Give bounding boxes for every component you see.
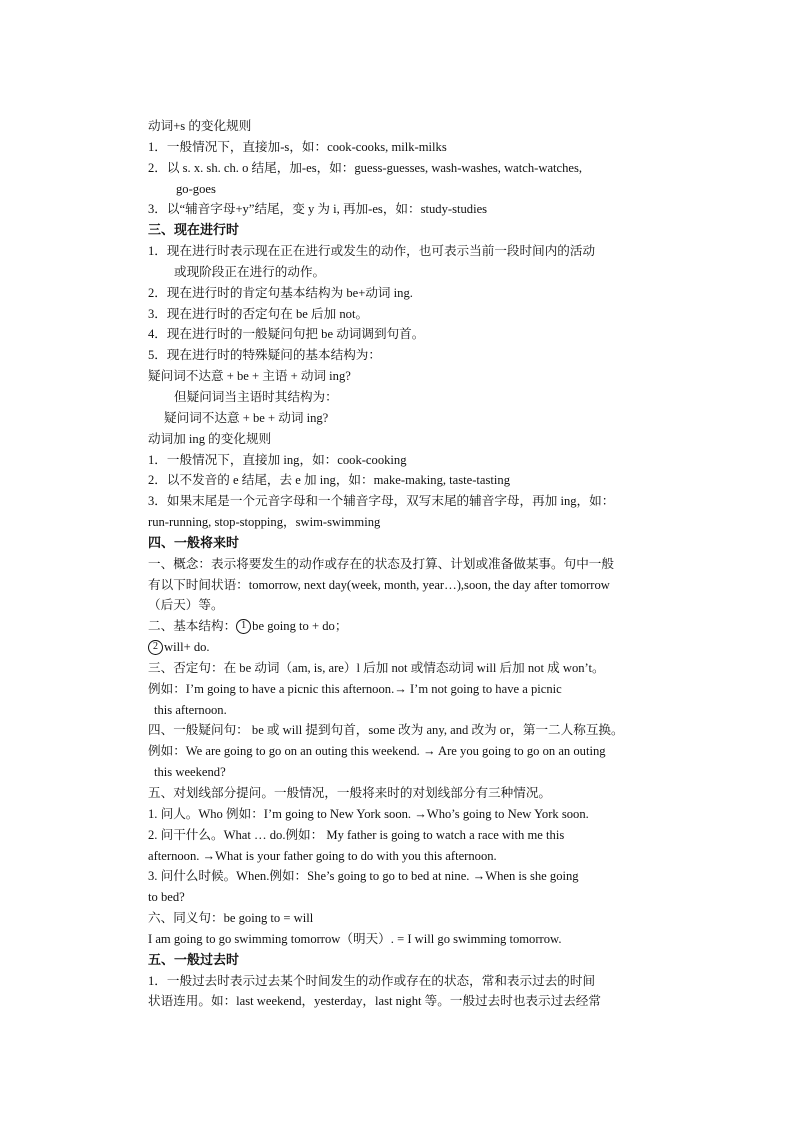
- text-line: go-goes: [176, 181, 216, 196]
- text-line: 疑问词不达意 + be + 主语 + 动词 ing?: [148, 369, 351, 384]
- text-line: I am going to go swimming tomorrow（明天）. = I will go swimming tomorrow.: [148, 931, 562, 946]
- text-line: 1．一般情况下，直接加 ing，如：cook-cooking: [148, 452, 407, 467]
- section-heading: 三、现在进行时: [148, 222, 240, 238]
- text-fragment: be going to + do；: [252, 619, 348, 634]
- text-line: 三、否定句：在 be 动词（am, is, are）l 后加 not 或情态动词 will 后加 not 成 won’t。: [148, 660, 605, 675]
- text-fragment: 二、基本结构：: [148, 619, 237, 634]
- text-line: 2．现在进行时的肯定句基本结构为 be+动词 ing.: [148, 285, 413, 300]
- text-line: 有以下时间状语：tomorrow, next day(week, month, year…),soon, the day after tomorrow: [148, 577, 610, 592]
- text-line: 例如：I’m going to have a picnic this afternoon.→ I’m not going to have a picnic: [148, 681, 562, 696]
- text-line: to bed?: [148, 890, 185, 905]
- text-line: 5．现在进行时的特殊疑问的基本结构为：: [148, 348, 381, 363]
- text-line: afternoon. →What is your father going to do with you this afternoon.: [148, 848, 497, 863]
- circled-number-one: 1: [236, 619, 251, 634]
- text-line: 例如：We are going to go on an outing this weekend. → Are you going to go on an outing: [148, 744, 606, 759]
- text-fragment: will+ do.: [164, 640, 210, 655]
- text-line: 疑问词不达意 + be + 动词 ing?: [164, 410, 329, 425]
- text-line: 状语连用。如：last weekend，yesterday，last night 等。一般过去时也表示过去经常: [148, 994, 601, 1009]
- text-line: 动词加 ing 的变化规则: [148, 431, 272, 446]
- text-line: 1．一般情况下，直接加-s，如：cook-cooks, milk-milks: [148, 139, 447, 154]
- text-line: 3．如果末尾是一个元音字母和一个辅音字母，双写末尾的辅音字母，再加 ing，如：: [148, 494, 615, 509]
- text-line: 六、同义句：be going to = will: [148, 911, 314, 926]
- section-heading: 四、一般将来时: [148, 534, 240, 550]
- text-line: [148, 637, 708, 658]
- text-line: run-running, stop-stopping，swim-swimming: [148, 515, 381, 530]
- text-line: （后天）等。: [148, 598, 224, 613]
- text-line: [148, 616, 708, 637]
- text-line: 或现阶段正在进行的动作。: [174, 264, 326, 279]
- text-line: 2．以不发音的 e 结尾，去 e 加 ing，如：make-making, taste-tasting: [148, 473, 511, 488]
- document-body: [148, 116, 708, 1012]
- text-line: 3. 问什么时候。When.例如：She’s going to go to bed at nine. →When is she going: [148, 869, 579, 884]
- text-line: 4．现在进行时的一般疑问句把 be 动词调到句首。: [148, 327, 425, 342]
- text-line: 动词+s 的变化规则: [148, 119, 252, 133]
- text-line: 1．现在进行时表示现在正在进行或发生的动作，也可表示当前一段时间内的活动: [148, 244, 596, 259]
- text-line: 3．现在进行时的否定句在 be 后加 not。: [148, 306, 369, 321]
- text-line: 1．一般过去时表示过去某个时间发生的动作或存在的状态，常和表示过去的时间: [148, 973, 596, 988]
- text-line: 3．以“辅音字母+y”结尾，变 y 为 i, 再加-es，如：study-studies: [148, 202, 488, 217]
- text-line: 五、对划线部分提问。一般情况，一般将来时的对划线部分有三种情况。: [148, 786, 551, 800]
- text-line: 四、一般疑问句： be 或 will 提到句首，some 改为 any, and 改为 or，第一二人称互换。: [148, 723, 624, 738]
- text-line: 一、概念：表示将要发生的动作或存在的状态及打算、计划或准备做某事。句中一般: [148, 556, 614, 571]
- circled-number-two: 2: [148, 640, 163, 655]
- text-line: 1. 问人。Who 例如：I’m going to New York soon. →Who’s going to New York soon.: [148, 806, 589, 821]
- text-line: this weekend?: [154, 765, 226, 780]
- text-line: this afternoon.: [154, 702, 227, 717]
- text-line: 2. 问干什么。What … do.例如： My father is going to watch a race with me this: [148, 827, 565, 842]
- section-heading: 五、一般过去时: [148, 951, 240, 967]
- text-line: 但疑问词当主语时其结构为：: [174, 389, 338, 404]
- text-line: 2．以 s. x. sh. ch. o 结尾，加-es，如：guess-guesses, wash-washes, watch-watches,: [148, 160, 583, 175]
